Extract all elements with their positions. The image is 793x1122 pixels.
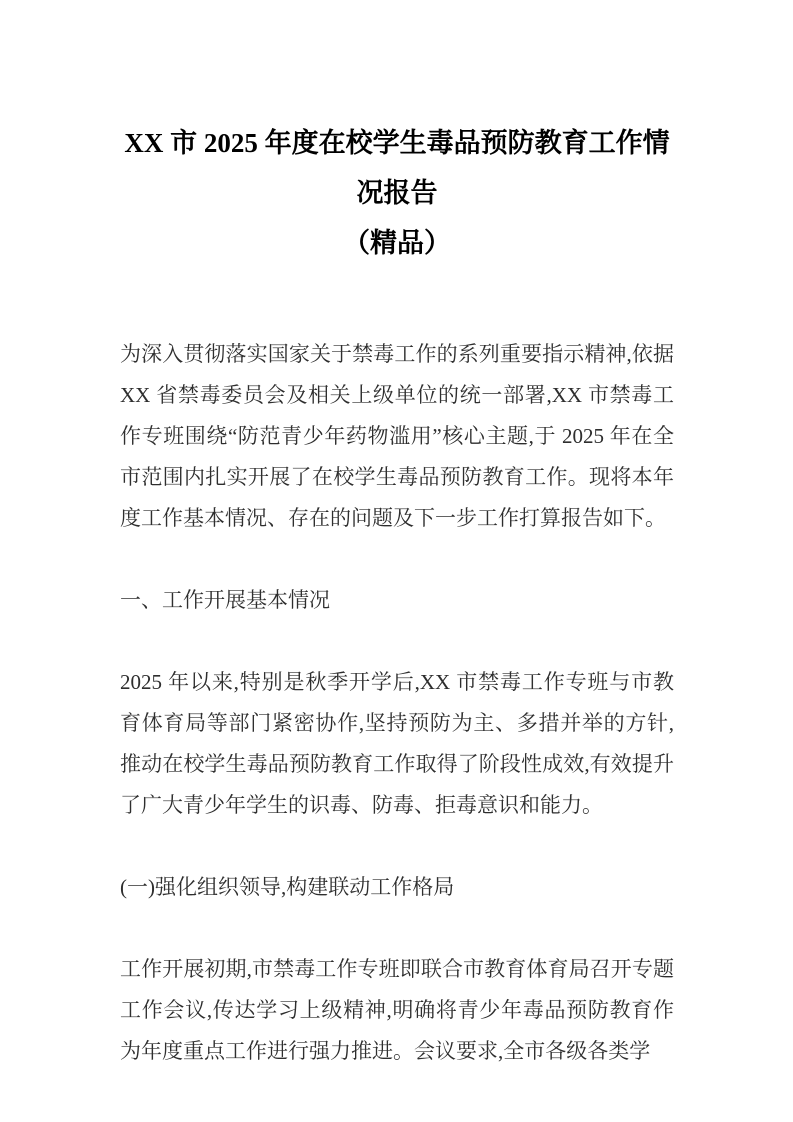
subsection-heading-1-1: (一)强化组织领导,构建联动工作格局 xyxy=(120,875,455,899)
section-heading-1: 一、工作开展基本情况 xyxy=(120,588,330,612)
paragraph-organization: 工作开展初期,市禁毒工作专班即联合市教育体育局召开专题工作会议,传达学习上级精神,明确将青少年毒品预防教育作为年度重点工作进行强力推进。会议要求,全市各级各类学 xyxy=(120,957,674,1063)
document-title: XX 市 2025 年度在校学生毒品预防教育工作情况报告 xyxy=(124,128,670,208)
paragraph-overview: 2025 年以来,特别是秋季开学后,XX 市禁毒工作专班与市教育体育局等部门紧密协作,坚持预防为主、多措并举的方针,推动在校学生毒品预防教育工作取得了阶段性成效,有效提升了广大青少年学生的识毒、防毒、拒毒意识和能力。 xyxy=(120,670,674,817)
document-subtitle: （精品） xyxy=(343,228,451,258)
document-title-block xyxy=(120,118,674,268)
paragraph-intro: 为深入贯彻落实国家关于禁毒工作的系列重要指示精神,依据 XX 省禁毒委员会及相关上级单位的统一部署,XX 市禁毒工作专班围绕“防范青少年药物滥用”核心主题,于 2025 年在全市范围内扎实开展了在校学生毒品预防教育工作。现将本年度工作基本情况、存在的问题及下一步工作打算报告如下。 xyxy=(120,342,674,530)
